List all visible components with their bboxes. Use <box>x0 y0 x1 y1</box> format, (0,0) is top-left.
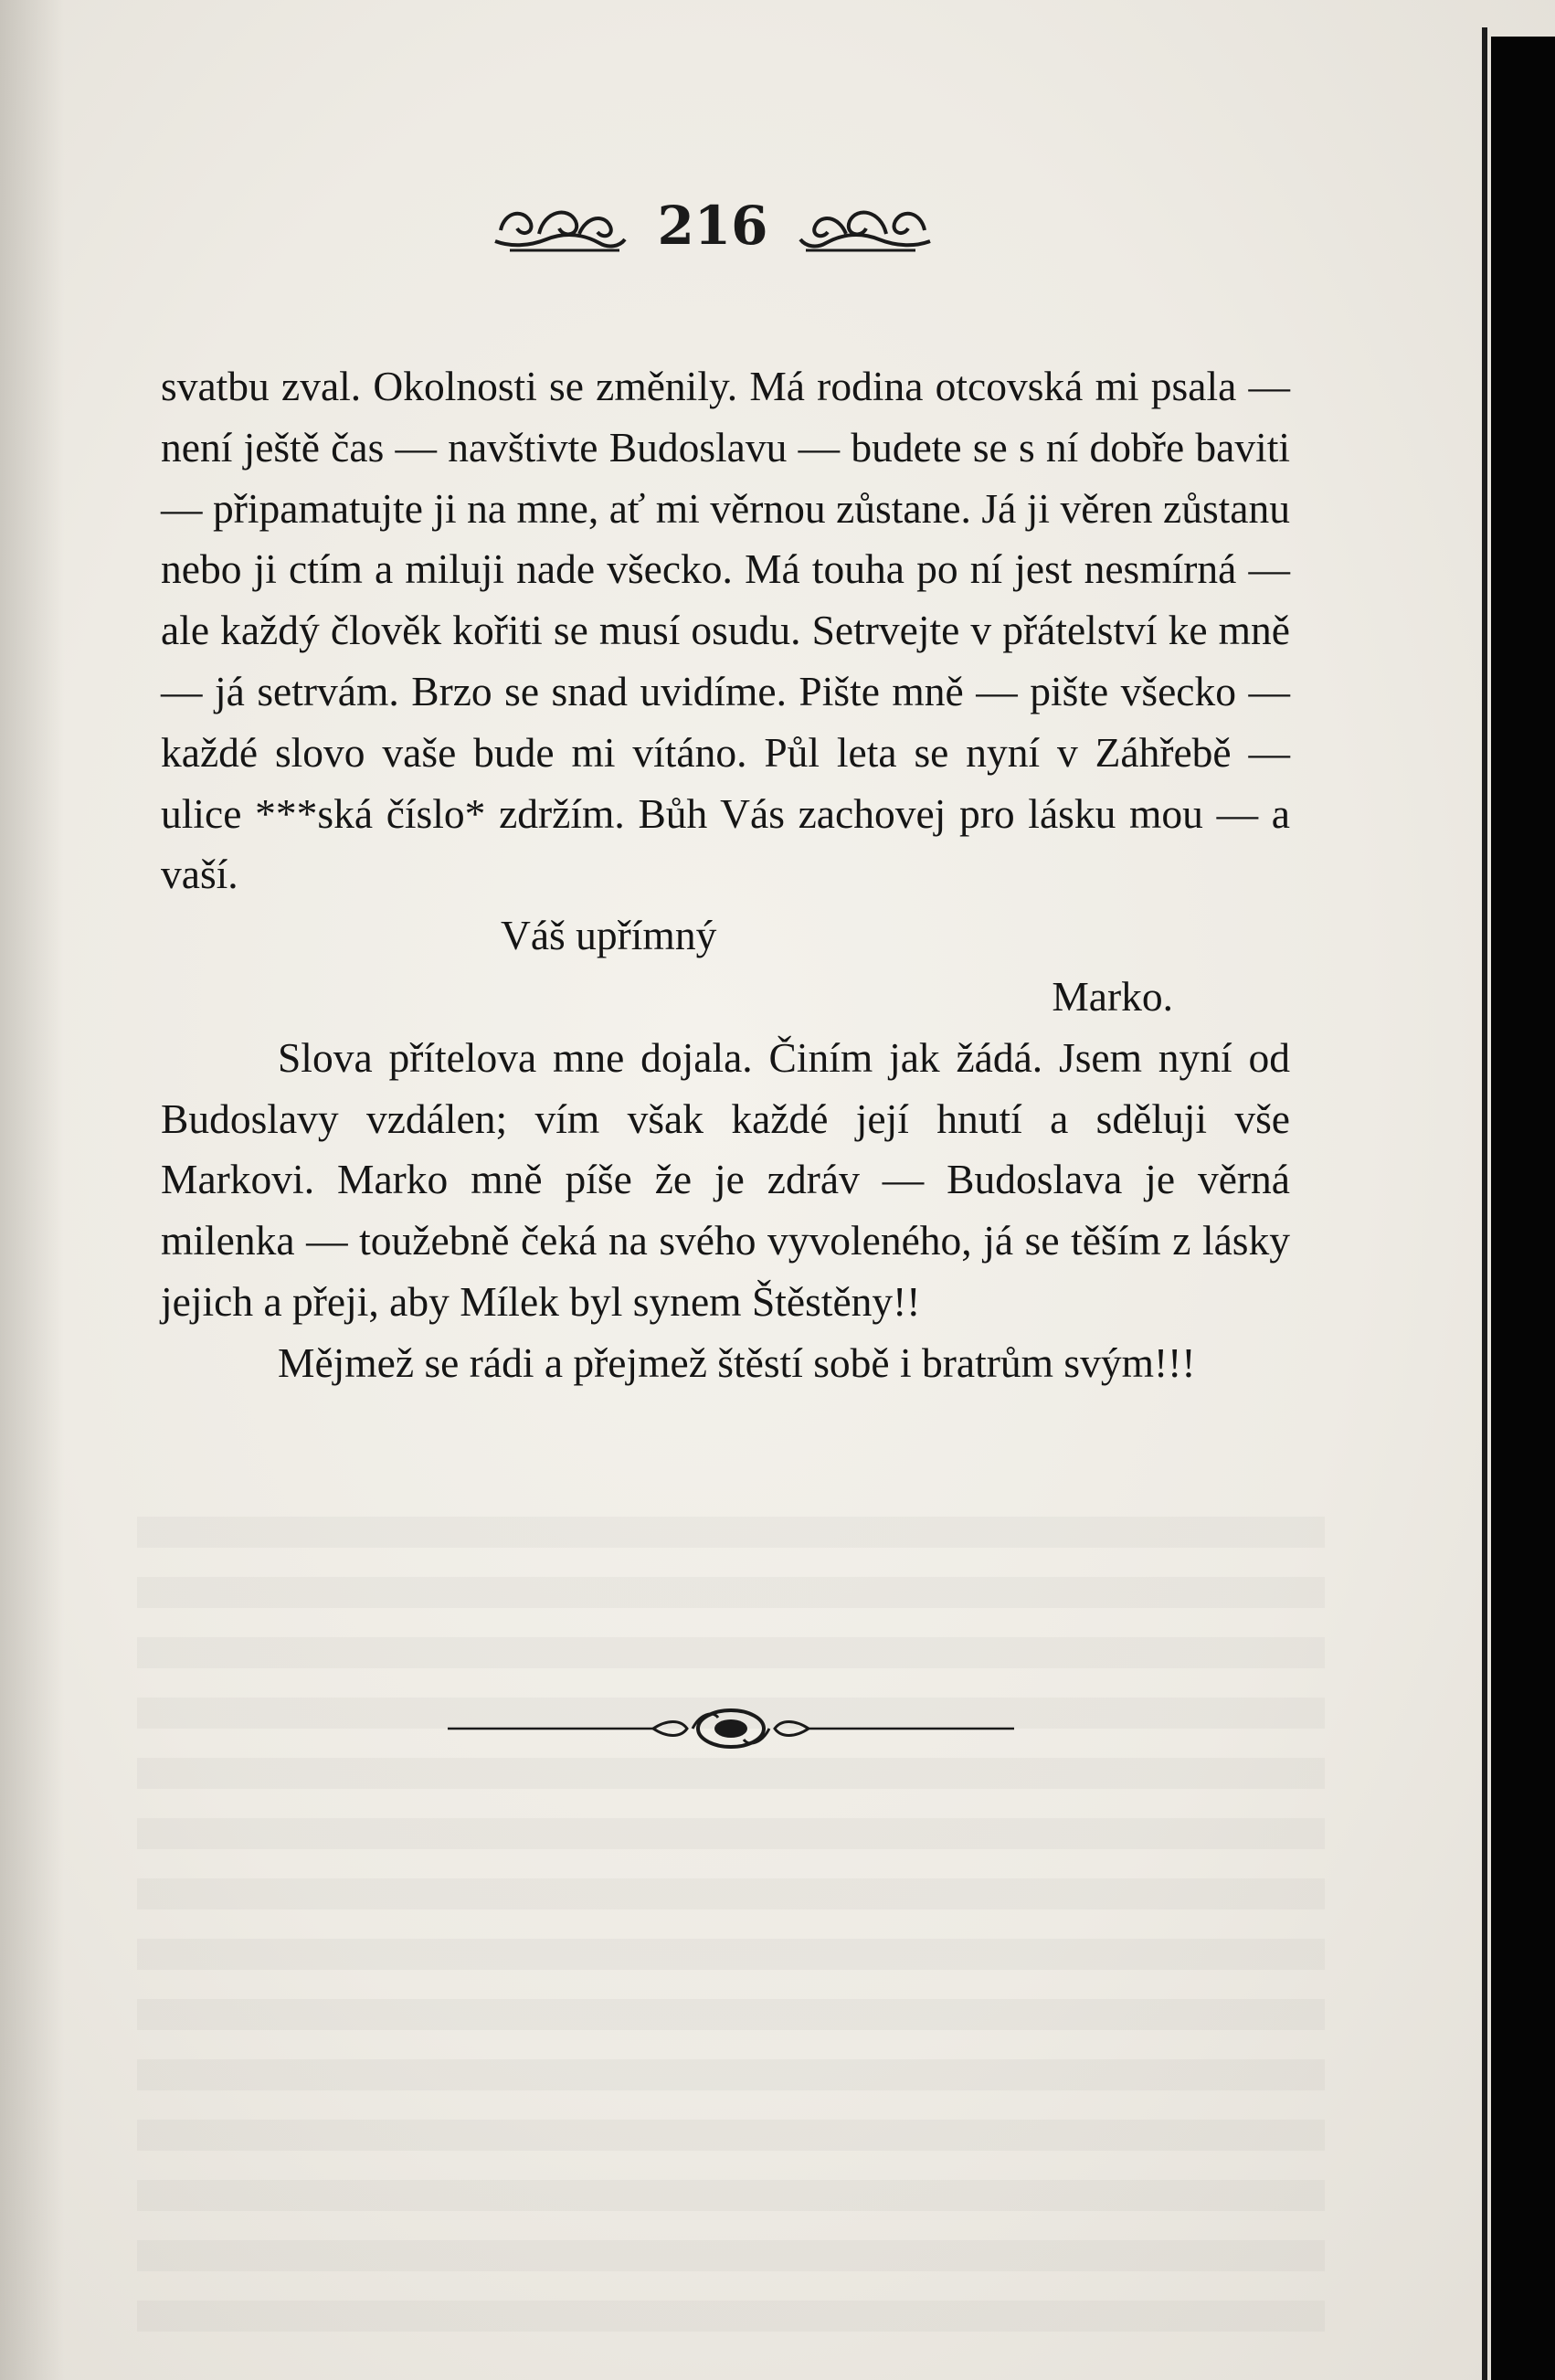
ornamental-divider-icon <box>448 1701 1014 1756</box>
page-edge <box>1491 37 1555 2380</box>
page-header <box>0 194 1425 258</box>
page-shadow <box>0 0 64 2380</box>
show-through-text <box>137 1517 1325 2339</box>
page-number: 216 <box>657 195 768 257</box>
letter-signature: Marko. <box>1052 972 1173 1020</box>
letter-salutation: Váš upřímný <box>501 912 717 959</box>
right-flourish-icon <box>797 194 934 258</box>
left-flourish-icon <box>492 194 629 258</box>
closing-paragraph: Mějmež se rádi a přejmež štěstí sobě i bratrům svým!!! <box>278 1338 1196 1386</box>
page-edge-line <box>1482 27 1487 2380</box>
letter-ending-paragraph: svatbu zval. Okolnosti se změnily. Má rodina otcovská mi psala — není ještě čas — navštivte Budoslavu — budete se s ní dobře baviti — připamatujte ji na mne, ať mi věrnou zůstane. Já ji věren zůstanu nebo ji ctím a miluji nade všecko. Má touha po ní jest nesmírná — ale každý člověk kořiti se musí osudu. Setrvejte v přátelství ke mně — já setrvám. Brzo se snad uvidíme. Pište mně — pište všecko — každé slovo vaše bude mi vítáno. Půl leta se nyní v Záhřebě — ulice ***ská číslo* zdržím. Bůh Vás zachovej pro lásku mou — a vaší. <box>161 363 1290 898</box>
narrative-paragraph: Slova přítelova mne dojala. Činím jak žádá. Jsem nyní od Budoslavy vzdálen; vím však každé její hnutí a sděluji vše Markovi. Marko mně píše že je zdráv — Budoslava je věrná milenka — toužebně čeká na svého vyvoleného, já se těším z lásky jejich a přeji, aby Mílek byl synem Štěstěny!! <box>161 1033 1290 1325</box>
page-body <box>161 356 1290 1394</box>
